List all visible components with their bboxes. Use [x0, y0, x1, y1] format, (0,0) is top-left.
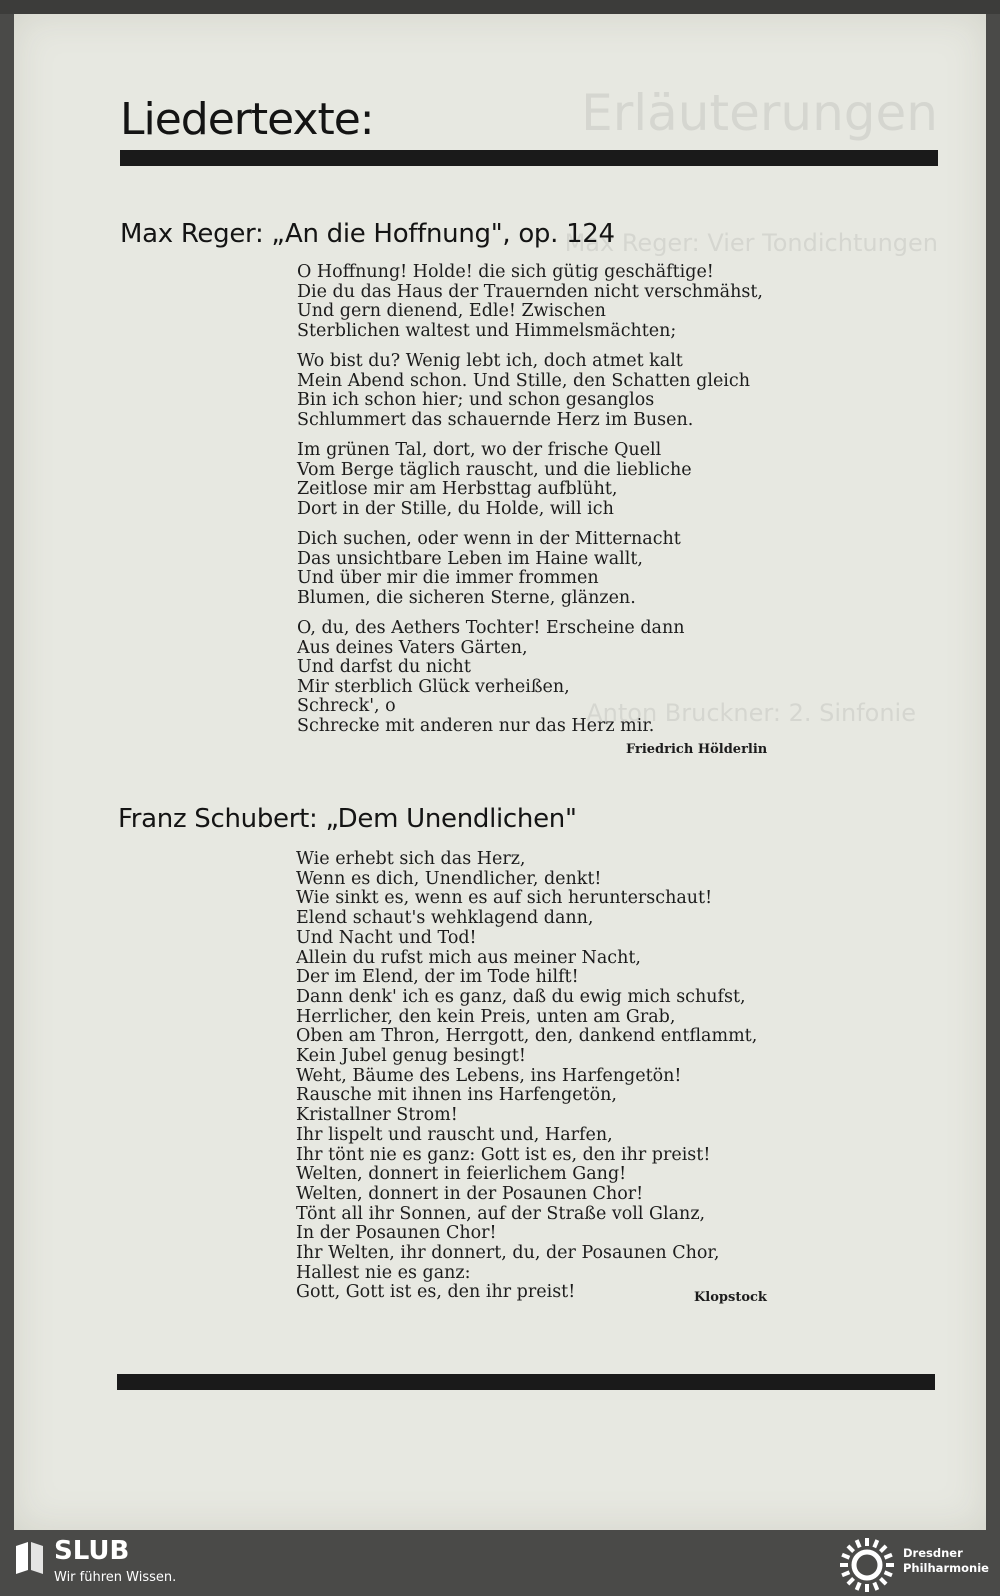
slub-logo-text: SLUB	[54, 1536, 130, 1566]
lyric-line: Gott, Gott ist es, den ihr preist!	[296, 1282, 576, 1303]
stanza	[297, 530, 797, 608]
lyric-line: Sterblichen waltest und Himmelsmächten;	[297, 320, 677, 341]
stanza	[297, 352, 797, 430]
slub-tagline: Wir führen Wissen.	[54, 1570, 177, 1585]
lyric-line: Dann denk' ich es ganz, daß du ewig mich schufst,	[296, 986, 746, 1007]
lyric-line: Ihr lispelt und rauscht und, Harfen,	[296, 1124, 613, 1145]
lyric-line: Und darfst du nicht	[297, 657, 471, 677]
bottom-divider	[117, 1374, 935, 1390]
bleed-through-title: Erläuterungen	[581, 84, 938, 142]
lyric-line: Blumen, die sicheren Sterne, glänzen.	[297, 587, 636, 608]
lyric-line: Der im Elend, der im Tode hilft!	[296, 967, 579, 988]
lyric-line: Schrecke mit anderen nur das Herz mir.	[297, 715, 655, 736]
lyric-line: Zeitlose mir am Herbsttag aufblüht,	[297, 479, 618, 499]
stanza	[297, 619, 797, 736]
lyric-line: Vom Berge täglich rauscht, und die liebliche	[297, 459, 692, 480]
footer-bar	[0, 1530, 1000, 1596]
page-title: Liedertexte:	[120, 94, 374, 145]
lyric-line: Tönt all ihr Sonnen, auf der Straße voll Glanz,	[296, 1203, 706, 1224]
lyric-line: Welten, donnert in der Posaunen Chor!	[296, 1183, 644, 1204]
song-heading-reger: Max Reger: „An die Hoffnung", op. 124	[120, 219, 615, 249]
lyric-line: Hallest nie es ganz:	[296, 1262, 471, 1283]
lyric-line: In der Posaunen Chor!	[296, 1223, 497, 1244]
lyric-line: Dort in der Stille, du Holde, will ich	[297, 498, 614, 519]
lyric-line: Kein Jubel genug besingt!	[296, 1046, 526, 1067]
lyric-line: Weht, Bäume des Lebens, ins Harfengetön!	[296, 1065, 682, 1086]
bleed-through-heading-2: Anton Bruckner: 2. Sinfonie	[586, 699, 916, 727]
lyric-line: Wo bist du? Wenig lebt ich, doch atmet kalt	[297, 351, 683, 371]
philharmonie-line-2: Philharmonie	[903, 1561, 989, 1575]
program-page	[14, 14, 986, 1530]
lyric-line: Schreck', o	[297, 696, 396, 716]
song-lyrics-reger	[297, 263, 797, 747]
lyric-line: Ihr tönt nie es ganz: Gott ist es, den ihr preist!	[296, 1144, 711, 1165]
lyric-line: Kristallner Strom!	[296, 1105, 458, 1126]
lyric-line: Herrlicher, den kein Preis, unten am Grab,	[296, 1006, 676, 1027]
lyric-line: Dich suchen, oder wenn in der Mitternacht	[297, 529, 681, 549]
lyric-line: Elend schaut's wehklagend dann,	[296, 908, 594, 929]
lyric-line: Mein Abend schon. Und Stille, den Schatten gleich	[297, 370, 750, 391]
philharmonie-line-1: Dresdner	[903, 1546, 963, 1560]
lyric-line: Und gern dienend, Edle! Zwischen	[297, 301, 606, 321]
lyric-line: Und Nacht und Tod!	[296, 927, 477, 948]
bleed-through-heading: Max Reger: Vier Tondichtungen	[564, 229, 938, 257]
lyric-line: Im grünen Tal, dort, wo der frische Quell	[297, 440, 662, 460]
lyric-line: Ihr Welten, ihr donnert, du, der Posaunen Chor,	[296, 1243, 720, 1264]
lyric-line: Rausche mit ihnen ins Harfengetön,	[296, 1085, 617, 1106]
philharmonie-sun-icon	[838, 1536, 896, 1594]
scan-border	[0, 0, 1000, 14]
stanza	[297, 441, 797, 519]
lyric-line: Das unsichtbare Leben im Haine wallt,	[297, 548, 643, 569]
lyric-line: Oben am Thron, Herrgott, den, dankend entflammt,	[296, 1026, 758, 1047]
top-divider	[120, 150, 938, 166]
lyric-line: Schlummert das schauernde Herz im Busen.	[297, 409, 694, 430]
lyric-line: Allein du rufst mich aus meiner Nacht,	[296, 947, 641, 968]
philharmonie-logo-text	[903, 1546, 989, 1576]
lyric-line: Bin ich schon hier; und schon gesanglos	[297, 390, 655, 410]
stanza	[297, 263, 797, 341]
lyric-line: Aus deines Vaters Gärten,	[297, 637, 528, 658]
slub-book-icon	[14, 1540, 46, 1576]
lyric-line: Wie sinkt es, wenn es auf sich herunterschaut!	[296, 888, 713, 909]
lyric-line: O Hoffnung! Holde! die sich gütig geschäftige!	[297, 262, 714, 282]
song-heading-schubert: Franz Schubert: „Dem Unendlichen"	[118, 804, 577, 834]
lyric-line: Welten, donnert in feierlichem Gang!	[296, 1164, 627, 1185]
song-lyrics-schubert	[296, 850, 796, 1303]
lyric-line: Die du das Haus der Trauernden nicht verschmähst,	[297, 281, 763, 302]
poet-credit-klopstock: Klopstock	[694, 1290, 767, 1305]
poet-credit-hoelderlin: Friedrich Hölderlin	[626, 742, 768, 757]
lyric-line: Wenn es dich, Unendlicher, denkt!	[296, 868, 602, 889]
lyric-line: Mir sterblich Glück verheißen,	[297, 676, 570, 697]
lyric-line: Wie erhebt sich das Herz,	[296, 849, 526, 869]
lyric-line: Und über mir die immer frommen	[297, 568, 599, 588]
lyric-line: O, du, des Aethers Tochter! Erscheine dann	[297, 618, 685, 638]
